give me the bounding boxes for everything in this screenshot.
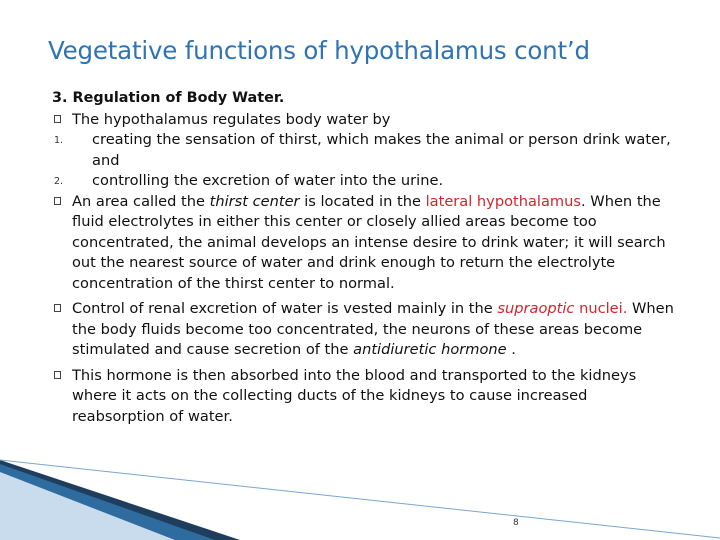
square-bullet-icon	[54, 115, 61, 123]
item-text: controlling the excretion of water into the urine.	[92, 172, 444, 189]
list-item	[52, 171, 682, 192]
supraoptic-term: supraoptic	[497, 300, 575, 317]
square-bullet-icon	[54, 371, 61, 379]
para-text: When the body fluids become too concentrated, the neurons of these areas become stimulated and cause secretion of the	[72, 300, 674, 358]
slide-body	[52, 88, 682, 427]
para-text: An area called the	[72, 192, 210, 210]
list-item	[52, 299, 682, 361]
footer-swoosh	[0, 450, 720, 540]
list-item	[52, 130, 682, 171]
thirst-center-term: thirst center	[209, 192, 300, 210]
section-heading: 3. Regulation of Body Water.	[52, 90, 285, 106]
item-number: 2.	[54, 176, 64, 187]
square-bullet-icon	[54, 304, 61, 312]
item-text: creating the sensation of thirst, which makes the animal or person drink water, and	[92, 131, 671, 169]
list-item	[52, 192, 682, 295]
square-bullet-icon	[54, 197, 61, 205]
list-item	[52, 366, 682, 428]
lateral-hypothalamus-term: lateral hypothalamus	[425, 192, 581, 210]
list-item	[52, 110, 682, 131]
page-number: 8	[513, 518, 519, 528]
para-text: This hormone is then absorbed into the blood and transported to the kidneys where it acts on the collecting ducts of the kidneys to cause increased reabsorption of water.	[72, 366, 637, 425]
slide-title: Vegetative functions of hypothalamus cont’d	[48, 36, 590, 65]
item-number: 1.	[54, 135, 64, 146]
para-text: is located in the	[299, 192, 426, 210]
para-text: Control of renal excretion of water is vested mainly in the	[72, 300, 498, 317]
antidiuretic-hormone-term: antidiuretic hormone	[353, 341, 507, 358]
para-text: .	[506, 341, 516, 358]
item-text: The hypothalamus regulates body water by	[72, 110, 391, 128]
para-text: . When the fluid electrolytes in either this center or closely allied areas become too concentrated, the animal develops an intense desire to drink water; it will search out the nearest source of water and drink enough to return the electrolyte concentration of the thirst center to normal.	[72, 192, 666, 292]
nuclei-term: nuclei.	[579, 300, 628, 317]
